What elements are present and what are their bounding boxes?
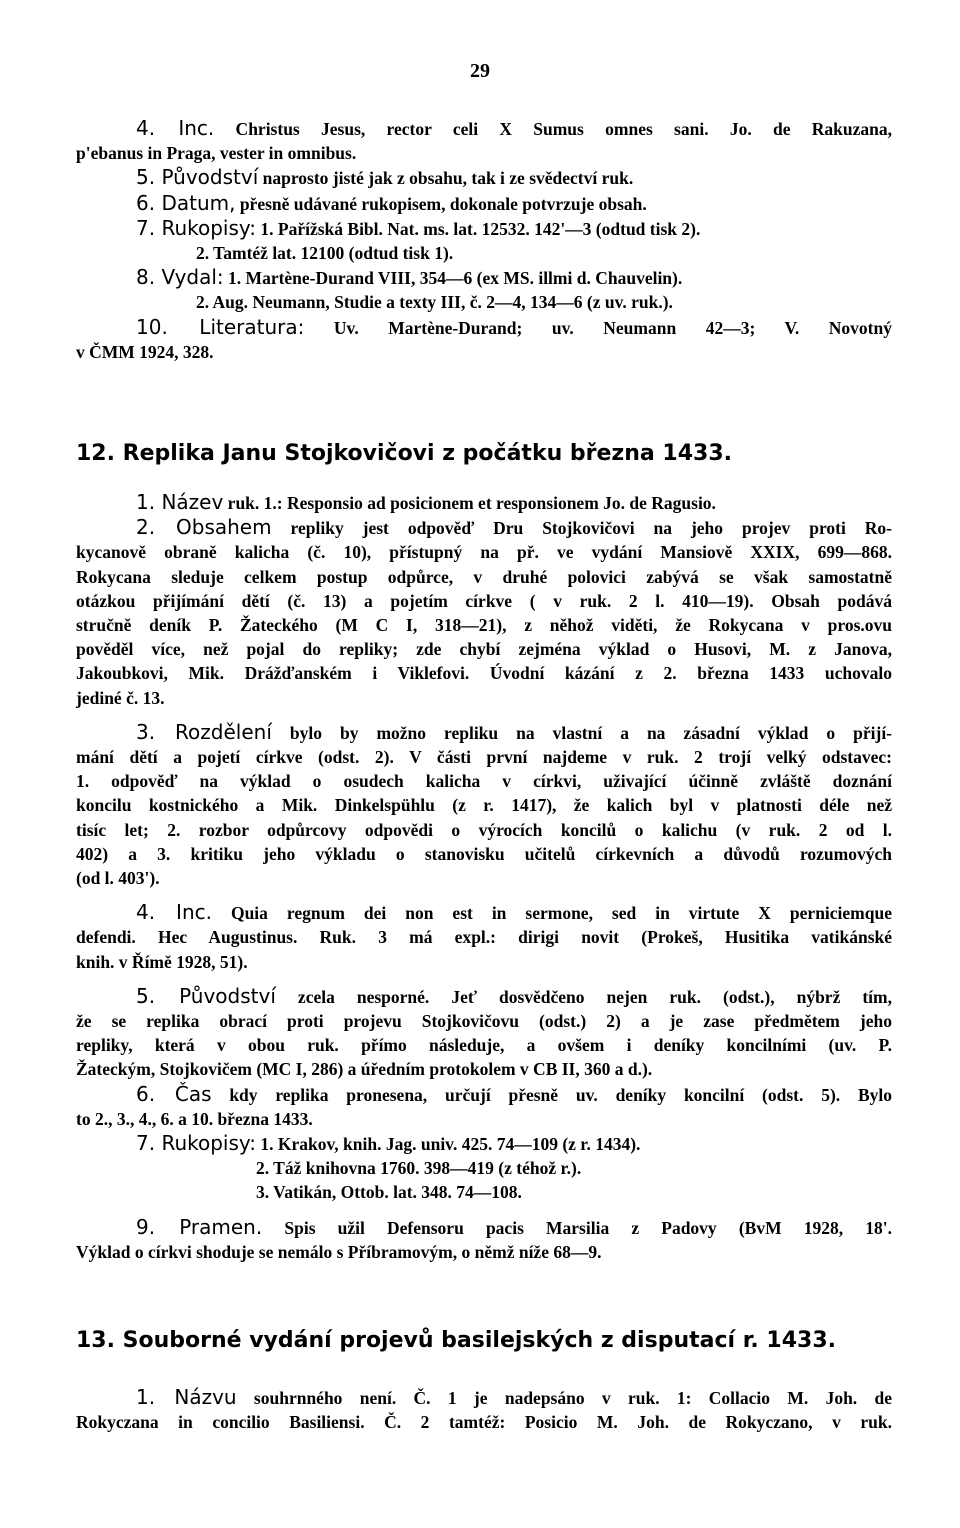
paragraph-line: knih. v Římě 1928, 51). [76,951,248,972]
paragraph-line: 7. Rukopisy: 1. Pařížská Bibl. Nat. ms. lat. 12532. 142'—3 (odtud tisk 2). [136,215,701,240]
paragraph-line: Rokyczana in concilio Basiliensi. Č. 2 tamtéž: Posicio M. Joh. de Rokyczano, v ruk. [76,1412,892,1433]
paragraph-line: 5. Původství naprosto jisté jak z obsahu, tak i ze svědectví ruk. [136,165,634,190]
paragraph-line: p'ebanus in Praga, vester in omnibus. [76,143,357,164]
paragraph-line: mání dětí a pojetí církve (odst. 2). V části první najdeme v ruk. 2 trojí velký odstavec: [76,747,892,768]
paragraph-line: kycanově obraně kalicha (č. 10), přístupný na př. ve vydání Mansiově XXIX, 699—868. [76,542,892,563]
paragraph-line: jediné č. 13. [76,687,165,708]
paragraph-line: 402) a 3. kritiku jeho výkladu o stanovisku učitelů církevních a důvodů rozumových [76,843,892,864]
paragraph-line: Žateckým, Stojkovičem (MC I, 286) a úředním protokolem v CB II, 360 a d.). [76,1059,653,1080]
page-number: 29 [470,60,490,82]
section-11-continued [76,116,892,364]
section-12 [76,490,892,1264]
paragraph-line: 1. Název ruk. 1.: Responsio ad posicionem et responsionem Jo. de Ragusio. [136,490,716,514]
paragraph-line: 2. Táž knihovna 1760. 398—419 (z téhož r.). [256,1158,582,1179]
paragraph-line: defendi. Hec Augustinus. Ruk. 3 má expl.: dirigi novit (Prokeš, Husitika vatikánské [76,927,892,948]
paragraph-line: 3. Rozdělení bylo by možno repliku na vlastní a na zásadní výklad o přijí- [136,719,893,744]
paragraph-line: Výklad o církvi shoduje se nemálo s Příbramovým, o němž níže 68—9. [76,1241,602,1262]
paragraph-line: stručně deník P. Žateckého (M C I, 318—21), z něhož viděti, že Rokycana v pros.ovu [76,615,892,636]
paragraph-line: Jakoubkovi, Mik. Drážďanském i Viklefovi. Úvodní kázání z 2. března 1433 uchovalo [76,663,892,684]
paragraph-line: 3. Vatikán, Ottob. lat. 348. 74—108. [256,1182,522,1203]
paragraph-line: 7. Rukopisy: 1. Krakov, knih. Jag. univ. 425. 74—109 (z r. 1434). [136,1131,641,1156]
paragraph-line: 1. odpověď na výklad o osudech kalicha v církvi, uživající účinně zvláště doznání [76,771,892,792]
section-heading-13: 13. Souborné vydání projevů basilejských z disputací r. 1433. [76,1328,837,1353]
paragraph-line: otázkou přijímání dětí (č. 13) a pojetím církve ( v ruk. 2 l. 410—19). Obsah podává [76,590,892,611]
paragraph-line: 4. Inc. Quia regnum dei non est in sermone, sed in virtute X perniciemque [136,900,892,925]
paragraph-line: 2. Obsahem repliky jest odpověď Dru Stojkovičovi na jeho projev proti Ro- [136,515,892,540]
paragraph-line: tisíc let; 2. rozbor odpůrcovy odpovědi o výrocích koncilů o kalichu (v ruk. 2 od l. [76,819,892,840]
paragraph-line: 9. Pramen. Spis užil Defensoru pacis Marsilia z Padovy (BvM 1928, 18'. [136,1214,892,1239]
paragraph-line: 2. Tamtéž lat. 12100 (odtud tisk 1). [196,243,454,264]
paragraph-line: v ČMM 1924, 328. [76,341,214,362]
paragraph-line: 10. Literatura: Uv. Martène-Durand; uv. Neumann 42—3; V. Novotný [136,314,892,339]
paragraph-line: pověděl více, než pojal do repliky; zde chybí zejména výklad o Husovi, M. z Janova, [76,639,892,660]
paragraph-line: Rokycana sleduje celkem postup odpůrce, v druhé polovici zabývá se však samostatně [76,566,892,587]
paragraph-line: repliky, která v obou ruk. přímo následuje, a ovšem i deníky koncilními (uv. P. [76,1035,892,1056]
paragraph-line: (od l. 403'). [76,868,160,889]
paragraph-line: 6. Čas kdy replika pronesena, určují přesně uv. deníky koncilní (odst. 5). Bylo [136,1081,892,1106]
paragraph-line: 5. Původství zcela nesporné. Jeť dosvědčeno nejen ruk. (odst.), nýbrž tím, [136,983,893,1008]
paragraph-line: 8. Vydal: 1. Martène-Durand VIII, 354—6 (ex MS. illmi d. Chauvelin). [136,265,683,290]
section-heading-12: 12. Replika Janu Stojkovičovi z počátku března 1433. [76,441,732,466]
paragraph-line: 6. Datum, přesně udávané rukopisem, dokonale potvrzuje obsah. [136,190,647,215]
paragraph-line: to 2., 3., 4., 6. a 10. března 1433. [76,1108,313,1129]
paragraph-line: koncilu kostnického a Mik. Dinkelspühlu (z r. 1417), že kalich byl v platnosti déle než [76,795,892,816]
paragraph-line: 4. Inc. Christus Jesus, rector celi X Sumus omnes sani. Jo. de Rakuzana, [136,116,892,140]
paragraph-line: 1. Názvu souhrnného není. Č. 1 je nadepsáno v ruk. 1: Collacio M. Joh. de [136,1385,892,1409]
paragraph-line: že se replika obrací proti projevu Stojkovičovu (odst.) 2) a je zase předmětem jeho [76,1011,892,1032]
section-13 [76,1385,892,1434]
paragraph-line: 2. Aug. Neumann, Studie a texty III, č. 2—4, 134—6 (z uv. ruk.). [196,292,673,313]
